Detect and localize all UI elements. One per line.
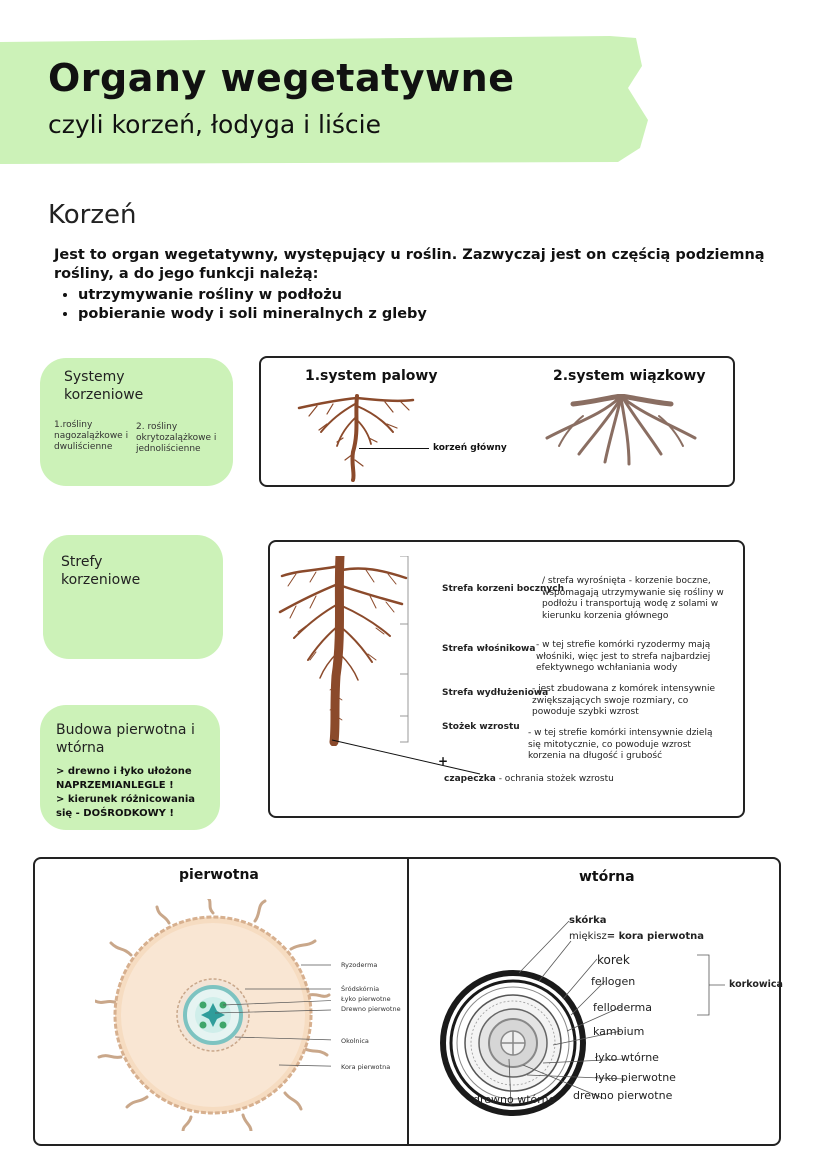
system-wiazkowy-label: 2.system wiązkowy (553, 368, 706, 384)
zone-desc: - jest zbudowana z komórek intensywnie zwiększających swoje rozmiary, co powoduje szybki wzrost (532, 684, 716, 717)
page-title: Organy wegetatywne (48, 56, 515, 100)
systemy-col2: 2. rośliny okrytozalążkowe i jednoliścienne (136, 422, 217, 454)
miekisz-kora-label (569, 931, 704, 942)
systemy-card (40, 358, 233, 486)
drewno-wtorne-label: drewno wtórne (473, 1093, 556, 1106)
primary-label: Drewno pierwotne (341, 1005, 401, 1013)
zone-name: Strefa włośnikowa (442, 644, 536, 654)
budowa-note-2: > kierunek różnicowania się - DOŚRODKOWY ! (56, 794, 196, 819)
primary-label: Kora pierwotna (341, 1063, 391, 1071)
korzen-glowny-label: korzeń główny (433, 443, 507, 453)
felloderma-label: felloderma (593, 1001, 653, 1014)
korkowica-label: korkowica (729, 979, 783, 990)
kora-pierwotna-label: = kora pierwotna (606, 931, 705, 942)
miekisz-label: miękisz (569, 931, 607, 942)
primary-label: Ryzoderma (341, 961, 378, 969)
taproot-illustration (297, 394, 417, 482)
systemy-col1: 1.rośliny nagozalążkowe i dwuliścienne (54, 420, 129, 452)
lyko-wtorne-label: łyko wtórne (595, 1051, 659, 1064)
fellogen-label: fellogen (591, 975, 636, 988)
czapeczka-desc: - ochrania stożek wzrostu (498, 774, 614, 784)
zone-name: Strefa korzeni bocznych (442, 584, 564, 594)
lyko-pierwotne-label: łyko pierwotne (595, 1071, 676, 1084)
page-subtitle: czyli korzeń, łodyga i liście (48, 110, 381, 139)
plus-sign: + (438, 754, 449, 768)
strefy-card-title: Strefy korzeniowe (61, 554, 141, 588)
secondary-title: wtórna (579, 869, 635, 885)
drewno-pierwotne-label: drewno pierwotne (573, 1089, 673, 1102)
root-zones-illustration (276, 556, 416, 746)
primary-label: Śródskórnia (341, 985, 380, 993)
zone-desc: / strefa wyrośnięta - korzenie boczne, wspomagają utrzymywanie się rośliny w podłożu i transportują wodę z solami w kierunku korzenia głównego (542, 576, 724, 621)
list-item: • utrzymywanie rośliny w podłożu (78, 286, 427, 305)
korzen-glowny-pointer (359, 448, 429, 449)
section-heading: Korzeń (48, 200, 137, 230)
functions-list (54, 286, 427, 324)
primary-label: Łyko pierwotne (341, 995, 391, 1003)
skorka-label: skórka (569, 915, 607, 926)
zone-desc: - w tej strefie komórki intensywnie dzielą się mitotycznie, co powoduje wzrost korzenia na długość i grubość (528, 728, 713, 761)
zone-name: Stożek wzrostu (442, 722, 520, 732)
kambium-label: kambium (593, 1025, 645, 1038)
budowa-card (40, 705, 220, 830)
cap-pointer-line (330, 738, 490, 778)
root-zones-box (268, 540, 745, 818)
budowa-note-1: > drewno i łyko ułożone NAPRZEMIANLEGLE ! (56, 766, 192, 791)
list-item: • pobieranie wody i soli mineralnych z gleby (78, 305, 427, 324)
primary-label: Okolnica (341, 1037, 369, 1045)
primary-title: pierwotna (179, 867, 259, 883)
czapeczka-label (444, 774, 704, 786)
korek-label: korek (597, 953, 630, 967)
strefy-card (43, 535, 223, 659)
primary-cross-section (95, 899, 331, 1131)
system-palowy-label: 1.system palowy (305, 368, 438, 384)
zones-bracket (398, 556, 416, 746)
root-systems-box (259, 356, 735, 487)
fibrous-root-illustration (543, 394, 699, 468)
budowa-card-title: Budowa pierwotna i wtórna (56, 722, 195, 756)
structure-comparison-box (33, 857, 781, 1146)
intro-paragraph: Jest to organ wegetatywny, występujący u roślin. Zazwyczaj jest on częścią podziemną rośliny, a do jego funkcji należą: (54, 247, 765, 282)
zone-name: Strefa wydłużeniowa (442, 688, 549, 698)
box-divider (407, 859, 409, 1144)
zone-desc: - w tej strefie komórki ryzodermy mają włośniki, więc jest to strefa najbardziej efektywnego wchłaniania wody (536, 640, 711, 673)
czapeczka-name: czapeczka (444, 774, 496, 784)
systemy-card-title: Systemy korzeniowe (64, 369, 144, 403)
